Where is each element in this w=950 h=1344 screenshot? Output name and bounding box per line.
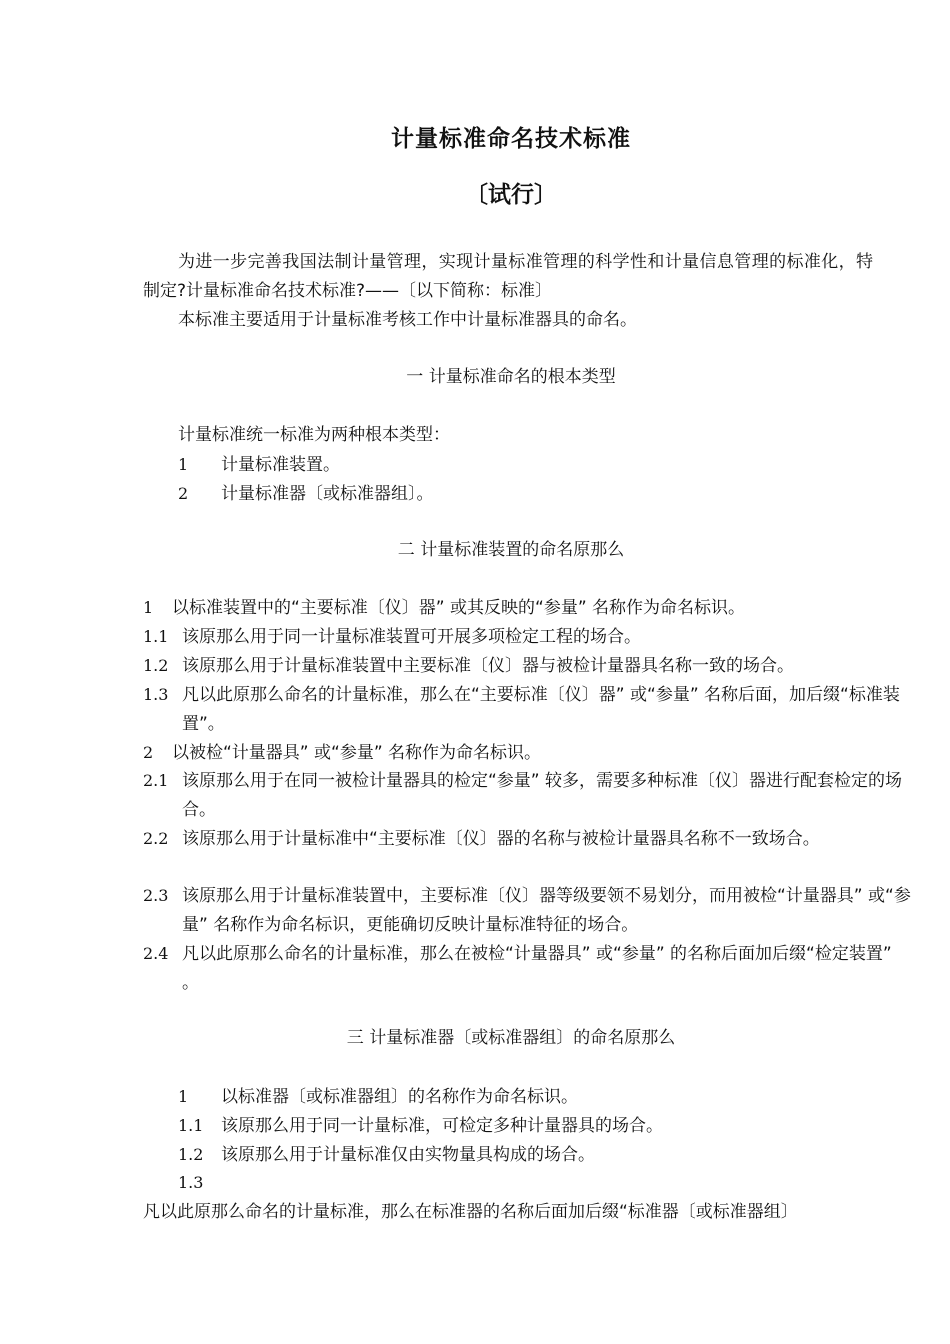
item-number: 1.1 [178, 1116, 204, 1135]
item-number: 2.1 [143, 771, 169, 790]
section-2-heading: 二 计量标准装置的命名原那么 [397, 540, 625, 560]
item-number: 1 [178, 455, 189, 474]
item-text: 计量标准器〔或标准器组〕。 [221, 484, 434, 504]
item-text: 该原那么用于计量标准中“主要标准〔仪〕器的名称与被检计量器具名称不一致场合。 [182, 829, 820, 849]
item-text: 凡以此原那么命名的计量标准，那么在“主要标准〔仪〕器” 或“参量” 名称后面，加后缀“标准装置”。 [182, 685, 900, 734]
item-number: 2.2 [143, 829, 169, 848]
item-text: 该原那么用于计量标准装置中，主要标准〔仪〕器等级要领不易划分，而用被检“计量器具” 或“参量” 名称作为命名标识，更能确切反映计量标准特征的场合。 [182, 886, 911, 935]
document-title: 计量标准命名技术标准 [391, 126, 631, 152]
section-1-item-1 [178, 450, 340, 480]
item-number: 1 [143, 598, 154, 617]
item-text: 该原那么用于同一计量标准装置可开展多项检定工程的场合。 [182, 627, 641, 647]
item-number: 2.4 [143, 944, 169, 963]
item-text: 以标准装置中的“主要标准〔仪〕器” 或其反映的“参量” 名称作为命名标识。 [172, 598, 746, 618]
section-3-item-1 [178, 1082, 578, 1112]
item-number: 2 [143, 743, 154, 762]
item-text: 以标准器〔或标准器组〕的名称作为命名标识。 [221, 1087, 578, 1107]
section-2-item-1-2 [143, 651, 914, 681]
section-3-item-1-2 [178, 1140, 595, 1170]
section-3-heading: 三 计量标准器〔或标准器组〕的命名原那么 [346, 1028, 676, 1048]
item-number: 1.3 [178, 1173, 204, 1192]
section-2-item-2-4 [143, 939, 914, 998]
section-2-item-1-1 [143, 622, 914, 652]
item-text: 凡以此原那么命名的计量标准，那么在被检“计量器具” 或“参量” 的名称后面加后缀“检定装置” 。 [182, 944, 892, 993]
item-text: 该原那么用于在同一被检计量器具的检定“参量” 较多，需要多种标准〔仪〕器进行配套检定的场合。 [182, 771, 903, 820]
intro-paragraph-2: 本标准主要适用于计量标准考核工作中计量标准器具的命名。 [178, 310, 637, 330]
document-subtitle: 〔试行〕 [465, 182, 557, 208]
section-2-item-2-1 [143, 766, 914, 825]
item-number: 1.3 [143, 685, 169, 704]
item-number: 2.3 [143, 886, 169, 905]
item-text: 以被检“计量器具” 或“参量” 名称作为命名标识。 [172, 743, 542, 763]
item-number: 1.1 [143, 627, 169, 646]
item-number: 2 [178, 484, 189, 503]
item-number: 1 [178, 1087, 189, 1106]
section-2-item-2 [143, 738, 904, 768]
section-2-item-1 [143, 593, 904, 623]
section-2-item-2-2 [143, 824, 914, 854]
item-number: 1.2 [178, 1145, 204, 1164]
item-text: 该原那么用于计量标准仅由实物量具构成的场合。 [221, 1145, 595, 1165]
item-number: 1.2 [143, 656, 169, 675]
item-text: 计量标准装置。 [221, 455, 340, 475]
item-text: 该原那么用于计量标准装置中主要标准〔仪〕器与被检计量器具名称一致的场合。 [182, 656, 794, 676]
section-1-lead: 计量标准统一标准为两种根本类型： [178, 425, 450, 445]
section-1-item-2 [178, 479, 434, 509]
section-2-item-1-3 [143, 680, 914, 739]
section-3-item-1-3 [143, 1168, 873, 1227]
section-2-item-2-3 [143, 881, 914, 940]
item-text: 该原那么用于同一计量标准，可检定多种计量器具的场合。 [221, 1116, 663, 1136]
intro-paragraph-1: 为进一步完善我国法制计量管理，实现计量标准管理的科学性和计量信息管理的标准化，特制定?计量标准命名技术标准?——〔以下简称：标准〕 [143, 252, 873, 301]
section-3-item-1-1 [178, 1111, 663, 1141]
section-1-heading: 一 计量标准命名的根本类型 [406, 367, 616, 387]
item-text: 凡以此原那么命名的计量标准，那么在标准器的名称后面加后缀“标准器〔或标准器组〕 [143, 1202, 798, 1222]
